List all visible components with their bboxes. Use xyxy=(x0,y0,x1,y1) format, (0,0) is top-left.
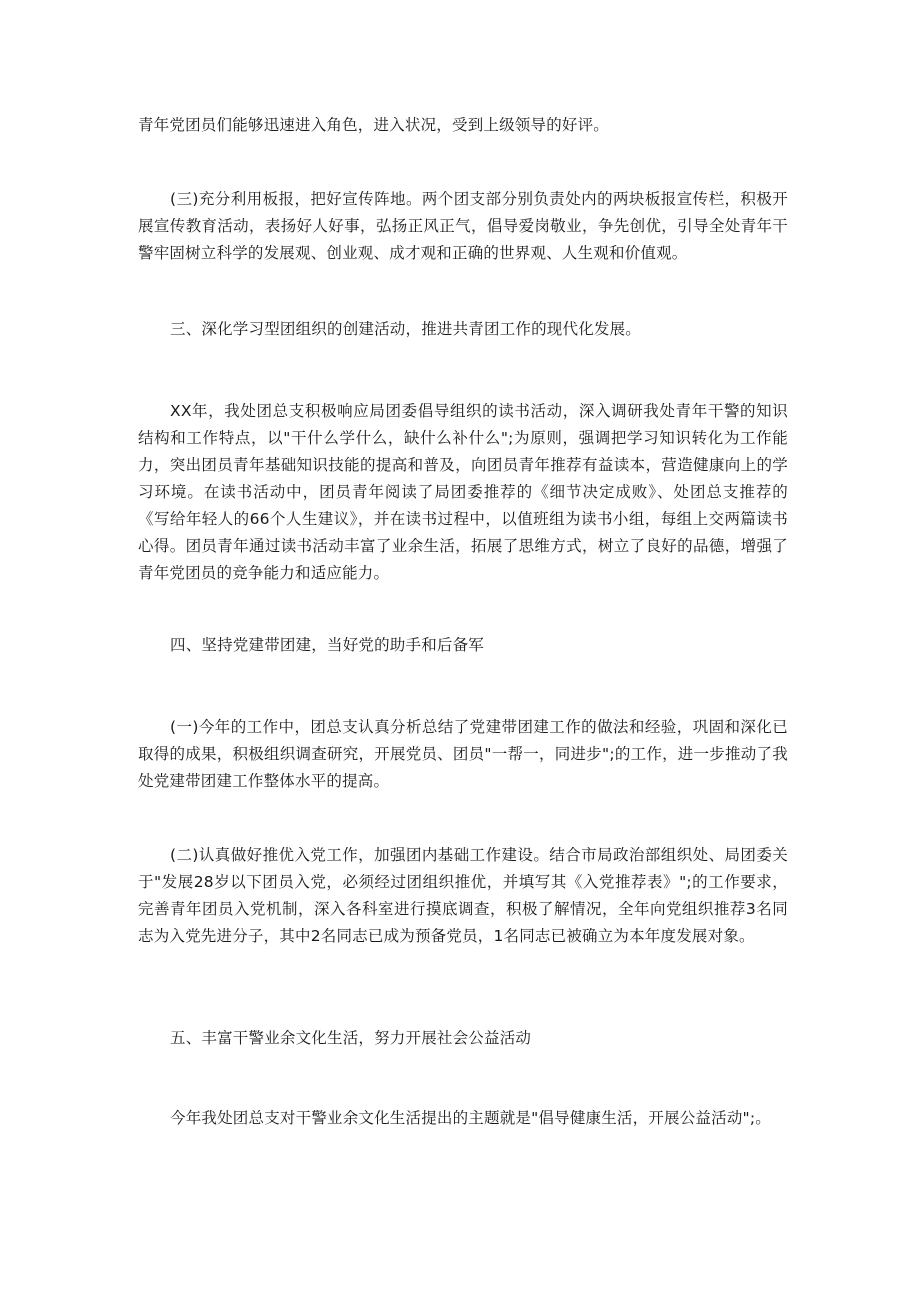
paragraph-party-recommendation: (二)认真做好推优入党工作，加强团内基础工作建设。结合市局政治部组织处、局团委关于"发展28岁以下团员入党，必须经过团组织推优，并填写其《入党推荐表》";的工作要求，完善青年团员入党机制，深入各科室进行摸底调查，积极了解情况，全年向党组织推荐3名同志为入党先进分子，其中2名同志已成为预备党员，1名同志已被确立为本年度发展对象。 xyxy=(138,846,788,945)
section-heading-3: 三、深化学习型团组织的创建活动，推进共青团工作的现代化发展。 xyxy=(170,320,642,338)
paragraph-cultural-life: 今年我处团总支对干警业余文化生活提出的主题就是"倡导健康生活，开展公益活动";。 xyxy=(170,1109,771,1127)
paragraph-party-building: (一)今年的工作中，团总支认真分析总结了党建带团建工作的做法和经验，巩固和深化已取得的成果，积极组织调查研究，开展党员、团员"一帮一，同进步";的工作，进一步推动了我处党建带团建工作整体水平的提高。 xyxy=(138,718,788,790)
paragraph-continuation: 青年党团员们能够迅速进入角色，进入状况，受到上级领导的好评。 xyxy=(138,116,610,134)
paragraph-reading-activity: XX年，我处团总支积极响应局团委倡导组织的读书活动，深入调研我处青年干警的知识结构和工作特点，以"干什么学什么，缺什么补什么";为原则，强调把学习知识转化为工作能力，突出团员青年基础知识技能的提高和普及，向团员青年推荐有益读本，营造健康向上的学习环境。在读书活动中，团员青年阅读了局团委推荐的《细节决定成败》、处团总支推荐的《写给年轻人的66个人生建议》，并在读书过程中，以值班组为读书小组，每组上交两篇读书心得。团员青年通过读书活动丰富了业余生活，拓展了思维方式，树立了良好的品德，增强了青年党团员的竞争能力和适应能力。 xyxy=(138,402,788,582)
paragraph-bulletin-board: (三)充分利用板报，把好宣传阵地。两个团支部分别负责处内的两块板报宣传栏，积极开展宣传教育活动，表扬好人好事，弘扬正风正气，倡导爱岗敬业，争先创优，引导全处青年干警牢固树立科学的发展观、创业观、成才观和正确的世界观、人生观和价值观。 xyxy=(138,190,788,262)
section-heading-5: 五、丰富干警业余文化生活，努力开展社会公益活动 xyxy=(170,1029,532,1047)
section-heading-4: 四、坚持党建带团建，当好党的助手和后备军 xyxy=(170,636,485,654)
